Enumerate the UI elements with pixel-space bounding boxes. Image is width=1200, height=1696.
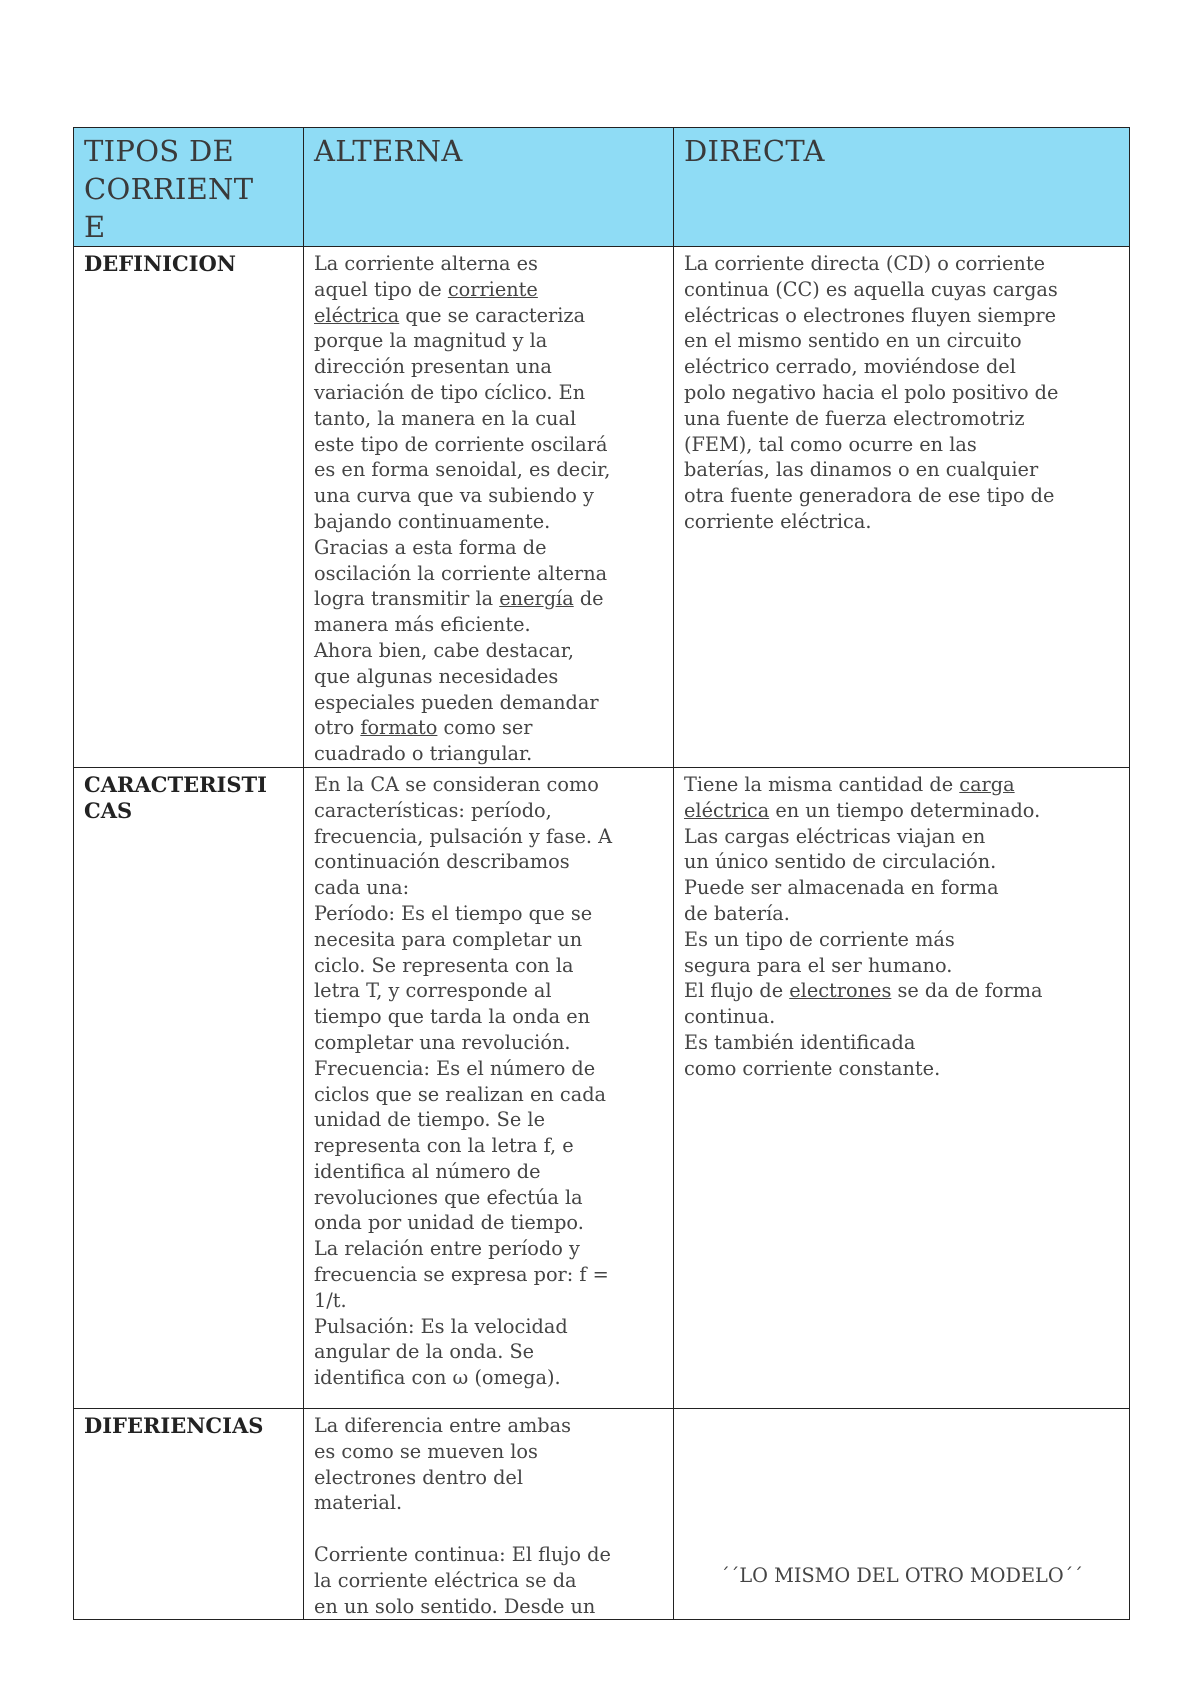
text-line: variación de tipo cíclico. En [314,380,586,404]
text-line: frecuencia se expresa por: f = [314,1263,609,1287]
text-line: material. [314,1491,403,1515]
blank-line [314,1516,663,1542]
header-alterna-cell [304,128,674,247]
text-span: como ser [437,716,533,740]
comparison-table [73,127,1130,1620]
link-formato[interactable]: formato [360,716,438,740]
diferencias-alterna-text [314,1413,663,1619]
definicion-directa-cell [674,247,1130,768]
text-line: identifica al número de [314,1159,541,1183]
directa-note: ´´LO MISMO DEL OTRO MODELO´´ [720,1563,1083,1587]
text-line: Frecuencia: Es el número de [314,1056,596,1080]
text-line: bajando continuamente. [314,509,551,533]
header-line: TIPOS DE [84,134,234,168]
text-line: cada una: [314,876,410,900]
link-corriente-electrica-cont[interactable]: eléctrica [314,303,400,327]
text-line [314,303,663,329]
text-line: dirección presentan una [314,355,552,379]
text-line: continuación describamos [314,850,570,874]
text-line: completar una revolución. [314,1030,571,1054]
text-line: eléctricas o electrones fluyen siempre [684,303,1057,327]
text-line: una curva que va subiendo y [314,484,594,508]
header-tipos-cell [74,128,304,247]
label-line: CAS [84,797,133,823]
text-line: La relación entre período y [314,1237,580,1261]
text-line: revoluciones que efectúa la [314,1185,583,1209]
text-line: frecuencia, pulsación y fase. A [314,824,613,848]
text-line: necesita para completar un [314,927,583,951]
text-span: Tiene la misma cantidad de [684,772,960,796]
text-line: es en forma senoidal, es decir, [314,458,611,482]
text-line [314,277,663,303]
row-label-caracteristicas [84,772,293,824]
text-line: Es un tipo de corriente más [684,927,955,951]
header-line: CORRIENT [84,172,254,206]
text-line: tiempo que tarda la onda en [314,1005,591,1029]
table-row-caracteristicas [74,767,1130,1408]
diferencias-directa-cell [674,1408,1130,1619]
text-span: de [573,587,604,611]
text-line: es como se mueven los [314,1439,538,1463]
link-electrones[interactable]: electrones [789,979,892,1003]
row-label-cell [74,1408,304,1619]
label-line: CARACTERISTI [84,771,267,797]
text-line: polo negativo hacia el polo positivo de [684,380,1059,404]
text-line: ciclos que se realizan en cada [314,1082,607,1106]
definicion-alterna-text [314,251,663,767]
text-span: aquel tipo de [314,277,448,301]
text-line [684,798,1119,824]
header-directa: DIRECTA [684,134,825,168]
caracteristicas-alterna-text [314,772,663,1391]
text-line: eléctrico cerrado, moviéndose del [684,355,1016,379]
text-line: La corriente alterna es [314,252,538,275]
table-row-diferencias [74,1408,1130,1619]
text-line: tanto, la manera en la cual [314,406,577,430]
caracteristicas-directa-text [684,772,1119,1082]
text-line: en el mismo sentido en un circuito [684,329,1022,353]
text-line: La corriente directa (CD) o corriente [684,252,1045,275]
text-line: angular de la onda. Se [314,1340,535,1364]
text-line: representa con la letra f, e [314,1134,574,1158]
text-line: especiales pueden demandar [314,690,599,714]
text-line: manera más eficiente. [314,613,531,637]
caracteristicas-alterna-cell [304,767,674,1408]
text-span: logra transmitir la [314,587,500,611]
link-corriente-electrica[interactable]: corriente [447,277,538,301]
text-line: electrones dentro del [314,1465,524,1489]
text-line: la corriente eléctrica se da [314,1568,577,1592]
text-line: oscilación la corriente alterna [314,561,608,585]
text-line: ciclo. Se representa con la [314,953,574,977]
text-line: que algunas necesidades [314,664,559,688]
text-line [684,772,1119,798]
text-line: una fuente de fuerza electromotriz [684,406,1025,430]
text-line: en un solo sentido. Desde un [314,1594,596,1618]
text-line: La diferencia entre ambas [314,1413,571,1437]
text-line: baterías, las dinamos o en cualquier [684,458,1039,482]
text-line: identifica con ω (omega). [314,1366,561,1390]
row-label-definicion: DEFINICION [84,251,236,276]
text-line: 1/t. [314,1288,347,1312]
text-line: Corriente continua: El flujo de [314,1542,611,1566]
header-tipos-de-corriente [84,132,293,246]
table-header-row [74,128,1130,247]
text-line: Ahora bien, cabe destacar, [314,638,574,662]
link-energia[interactable]: energía [499,587,574,611]
table-row-definicion [74,247,1130,768]
text-span: El flujo de [684,979,790,1003]
text-line: Período: Es el tiempo que se [314,901,593,925]
text-line: Gracias a esta forma de [314,535,547,559]
link-carga-electrica[interactable]: carga [959,772,1015,796]
text-line: otra fuente generadora de ese tipo de [684,484,1055,508]
row-label-cell [74,767,304,1408]
text-line: Pulsación: Es la velocidad [314,1314,568,1338]
header-line: E [84,210,106,244]
text-line: Puede ser almacenada en forma [684,876,999,900]
text-line: de batería. [684,901,790,925]
text-line: un único sentido de circulación. [684,850,997,874]
text-line: como corriente constante. [684,1056,941,1080]
text-line: continua (CC) es aquella cuyas cargas [684,277,1058,301]
text-line [314,586,663,612]
text-line [314,715,663,741]
link-carga-electrica-cont[interactable]: eléctrica [684,798,770,822]
text-line: segura para el ser humano. [684,953,953,977]
text-span: que se caracteriza [399,303,586,327]
text-line: Las cargas eléctricas viajan en [684,824,986,848]
definicion-alterna-cell [304,247,674,768]
header-alterna: ALTERNA [314,134,463,168]
text-line: onda por unidad de tiempo. [314,1211,584,1235]
text-line: En la CA se consideran como [314,772,599,796]
text-line: continua. [684,1005,776,1029]
text-line: este tipo de corriente oscilará [314,432,608,456]
text-line: cuadrado o triangular. [314,742,533,766]
definicion-directa-text [684,251,1119,535]
text-line: características: período, [314,798,552,822]
text-span: otro [314,716,361,740]
text-line: corriente eléctrica. [684,509,872,533]
text-line [684,978,1119,1004]
text-span: se da de forma [891,979,1043,1003]
row-label-cell [74,247,304,768]
diferencias-alterna-cell [304,1408,674,1619]
caracteristicas-directa-cell [674,767,1130,1408]
text-line: Es también identificada [684,1030,916,1054]
text-line: unidad de tiempo. Se le [314,1108,545,1132]
text-span: en un tiempo determinado. [769,798,1041,822]
text-line: letra T, y corresponde al [314,979,552,1003]
text-line: (FEM), tal como ocurre en las [684,432,977,456]
header-directa-cell [674,128,1130,247]
row-label-diferencias: DIFERIENCIAS [84,1412,264,1438]
text-line: porque la magnitud y la [314,329,548,353]
